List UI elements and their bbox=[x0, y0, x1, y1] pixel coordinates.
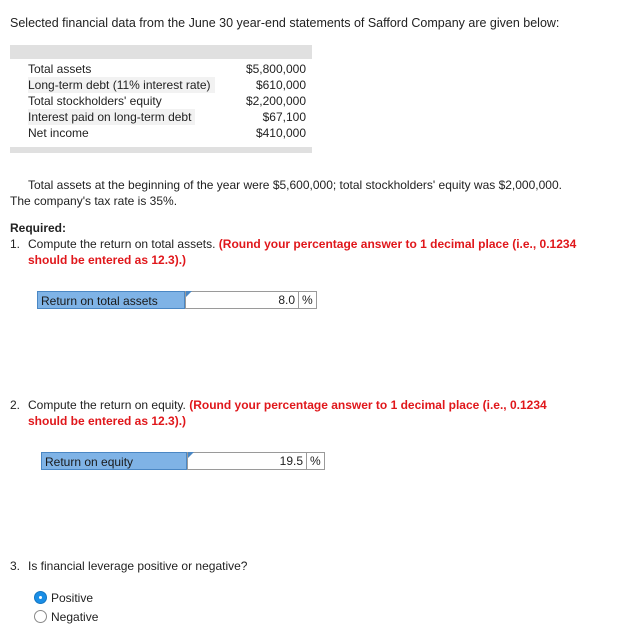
required-heading: Required: bbox=[10, 221, 67, 235]
financial-data-table bbox=[10, 45, 312, 150]
assumptions-line-1: Total assets at the beginning of the year were $5,600,000; total stockholders' equity was $2,000,000. bbox=[28, 178, 562, 192]
roe-input[interactable]: 19.5 bbox=[187, 452, 307, 470]
option-label: Negative bbox=[51, 610, 99, 624]
intro-text: Selected financial data from the June 30 year-end statements of Safford Company are given below: bbox=[10, 16, 560, 30]
table-footer-band bbox=[10, 147, 312, 153]
rounding-instruction-cont: should be entered as 12.3).) bbox=[28, 414, 187, 428]
cell-marker-icon bbox=[188, 452, 194, 458]
row-label: Long-term debt (11% interest rate) bbox=[28, 77, 215, 93]
table-row bbox=[28, 109, 306, 125]
row-value: $610,000 bbox=[255, 78, 306, 92]
question-2 bbox=[10, 397, 630, 429]
rounding-instruction: (Round your percentage answer to 1 decimal place (i.e., 0.1234 bbox=[189, 398, 547, 412]
question-3 bbox=[10, 558, 630, 574]
question-text: Compute the return on equity. bbox=[28, 398, 186, 412]
row-label: Total stockholders' equity bbox=[28, 94, 162, 108]
question-number: 2. bbox=[10, 398, 21, 412]
row-label: Total assets bbox=[28, 62, 92, 76]
row-label: Net income bbox=[28, 126, 89, 140]
row-value: $67,100 bbox=[262, 110, 306, 124]
question-number: 3. bbox=[10, 559, 21, 573]
row-label: Interest paid on long-term debt bbox=[28, 109, 195, 125]
table-row bbox=[28, 77, 306, 93]
table-row bbox=[28, 93, 306, 109]
rounding-instruction-cont: should be entered as 12.3).) bbox=[28, 253, 187, 267]
percent-unit: % bbox=[299, 291, 317, 309]
table-row bbox=[28, 125, 306, 141]
question-text: Is financial leverage positive or negative? bbox=[28, 559, 248, 573]
question-text: Compute the return on total assets. bbox=[28, 237, 216, 251]
option-label: Positive bbox=[51, 591, 94, 605]
row-value: $2,200,000 bbox=[245, 94, 306, 108]
cell-marker-icon bbox=[186, 291, 192, 297]
radio-unchecked-icon[interactable] bbox=[34, 610, 47, 623]
row-value: $410,000 bbox=[255, 126, 306, 140]
assumptions-paragraph bbox=[10, 177, 620, 209]
answer-label: Return on total assets bbox=[37, 291, 185, 309]
question-number: 1. bbox=[10, 237, 21, 251]
radio-checked-icon[interactable] bbox=[34, 591, 47, 604]
row-value: $5,800,000 bbox=[245, 62, 306, 76]
assumptions-line-2: The company's tax rate is 35%. bbox=[10, 194, 178, 208]
roa-input[interactable]: 8.0 bbox=[185, 291, 299, 309]
table-row bbox=[28, 61, 306, 77]
question-1 bbox=[10, 236, 630, 268]
percent-unit: % bbox=[307, 452, 325, 470]
answer-label: Return on equity bbox=[41, 452, 187, 470]
rounding-instruction: (Round your percentage answer to 1 decimal place (i.e., 0.1234 bbox=[218, 237, 577, 251]
